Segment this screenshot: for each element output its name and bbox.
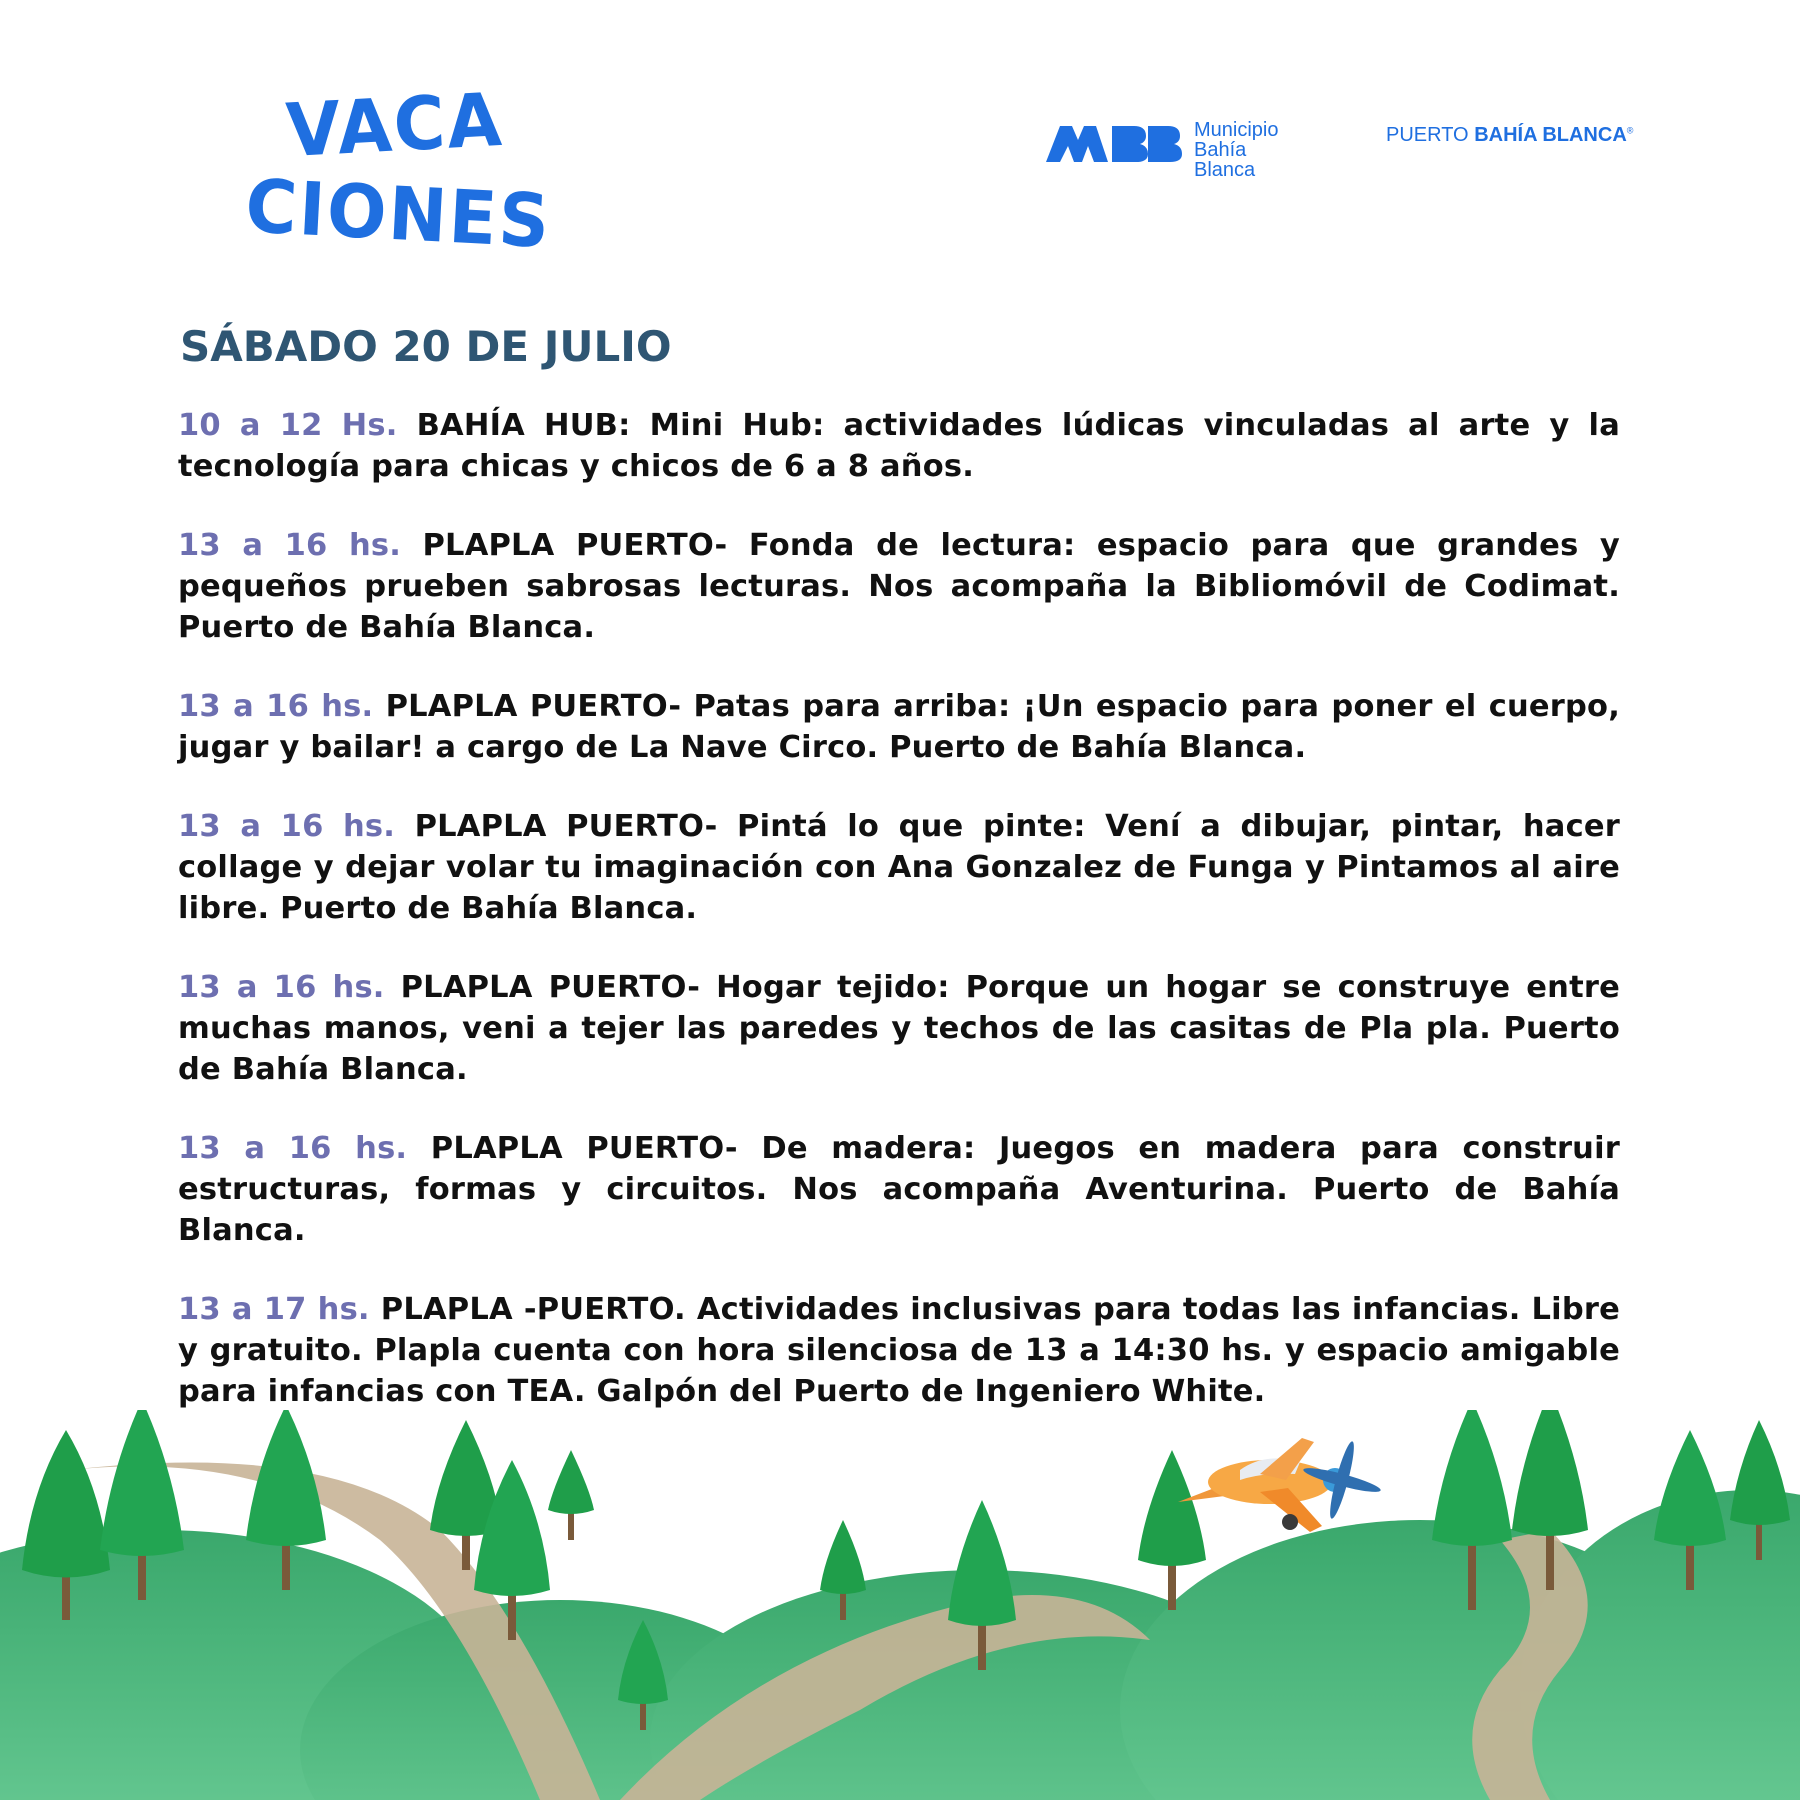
- event-time: 13 a 17 hs.: [178, 1292, 370, 1327]
- municipio-logo: [1042, 118, 1302, 188]
- mbb-icon: [1042, 122, 1182, 166]
- event-text: PLAPLA -PUERTO. Actividades inclusivas para todas las infancias. Libre y gratuito. Plapla cuenta con hora silenciosa de 13 a 14:30 hs. y espacio amigable para infancias con TEA. Galpón del Puerto de Ingeniero White.: [178, 1292, 1620, 1409]
- event-time: 13 a 16 hs.: [178, 528, 401, 563]
- event-text: PLAPLA PUERTO- Fonda de lectura: espacio para que grandes y pequeños prueben sabrosas lecturas. Nos acompaña la Bibliomóvil de Codimat. Puerto de Bahía Blanca.: [178, 528, 1620, 645]
- event-text: PLAPLA PUERTO- De madera: Juegos en madera para construir estructuras, formas y circuitos. Nos acompaña Aventurina. Puerto de Bahía Blanca.: [178, 1131, 1620, 1248]
- events-list: [178, 405, 1620, 1450]
- event-item: [178, 405, 1620, 487]
- logo-line-1: VACA: [284, 76, 506, 174]
- event-time: 13 a 16 hs.: [178, 809, 396, 844]
- event-text: PLAPLA PUERTO- Pintá lo que pinte: Vení a dibujar, pintar, hacer collage y dejar volar tu imaginación con Ana Gonzalez de Funga y Pintamos al aire libre. Puerto de Bahía Blanca.: [178, 809, 1620, 926]
- municipio-line-1: Municipio: [1194, 119, 1279, 141]
- event-time: 13 a 16 hs.: [178, 970, 385, 1005]
- hills-illustration: [0, 1410, 1800, 1800]
- event-text: PLAPLA PUERTO- Patas para arriba: ¡Un espacio para poner el cuerpo, jugar y bailar! a cargo de La Nave Circo. Puerto de Bahía Blanca.: [178, 689, 1621, 765]
- event-time: 10 a 12 Hs.: [178, 408, 398, 443]
- event-item: [178, 1128, 1620, 1251]
- logo-line-2: CIONES: [243, 163, 554, 265]
- vacaciones-logo: [243, 76, 554, 265]
- page-title: SÁBADO 20 DE JULIO: [180, 322, 672, 371]
- event-time: 13 a 16 hs.: [178, 1131, 408, 1166]
- airplane-icon: [1170, 1422, 1385, 1542]
- puerto-bahia-blanca-logo: [1386, 124, 1633, 147]
- event-item: [178, 686, 1620, 768]
- event-text: BAHÍA HUB: Mini Hub: actividades lúdicas vinculadas al arte y la tecnología para chicas y chicos de 6 a 8 años.: [178, 408, 1620, 484]
- event-item: [178, 1289, 1620, 1412]
- event-item: [178, 806, 1620, 929]
- event-item: [178, 525, 1620, 648]
- puerto-logo-bold: BAHÍA BLANCA: [1474, 124, 1627, 146]
- tree-icon: [548, 1450, 594, 1540]
- event-time: 13 a 16 hs.: [178, 689, 374, 724]
- event-text: PLAPLA PUERTO- Hogar tejido: Porque un hogar se construye entre muchas manos, veni a tejer las paredes y techos de las casitas de Pla pla. Puerto de Bahía Blanca.: [178, 970, 1620, 1087]
- event-item: [178, 967, 1620, 1090]
- registered-mark: ®: [1626, 125, 1634, 136]
- municipio-line-2: Bahía: [1194, 139, 1247, 161]
- puerto-logo-regular: PUERTO: [1386, 124, 1469, 146]
- municipio-line-3: Blanca: [1194, 159, 1256, 181]
